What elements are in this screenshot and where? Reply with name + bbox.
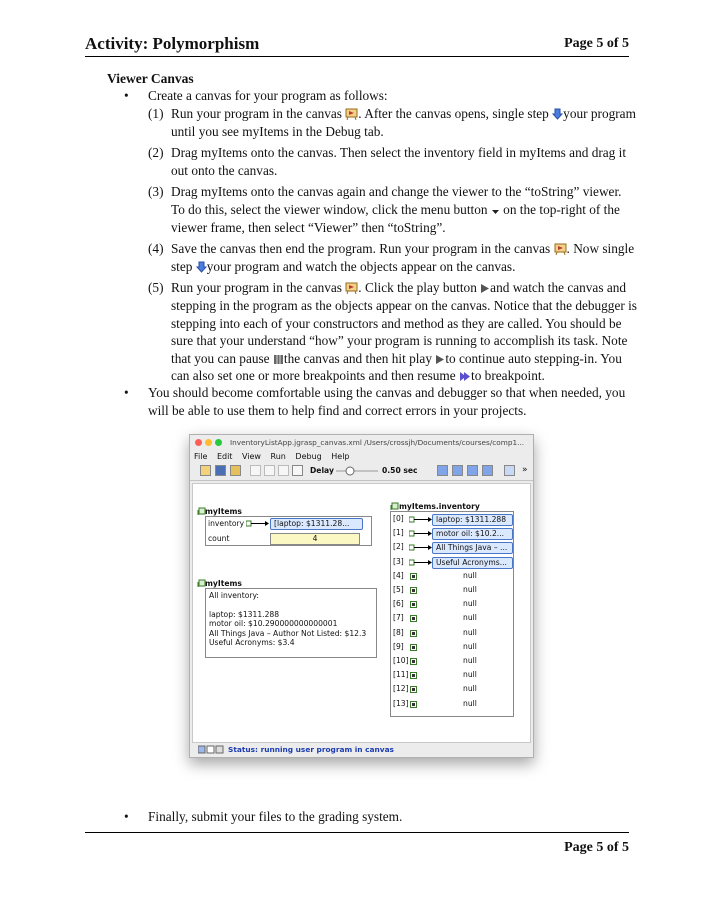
page-number: Page 5 of 5 [564,36,629,51]
step-out-icon[interactable] [467,465,478,476]
inventory-array-title[interactable]: myItems.inventory [399,502,480,511]
step-1: (1) Run your program in the canvas . After the canvas opens, single step your program until you see myItems in the Debug tab. [148,106,636,139]
menu-view[interactable]: View [241,452,261,461]
array-index: [11] [393,670,409,680]
reference-arrow-icon [409,543,433,553]
reference-arrow-icon [409,558,433,568]
myitems-viewer-title[interactable]: myItems [205,507,242,516]
step-over-icon[interactable] [452,465,463,476]
pause-icon[interactable] [278,465,289,476]
run-canvas-icon [345,282,358,294]
array-element-ref[interactable]: All Things Java – ... [432,542,513,554]
array-index: [13] [393,698,409,708]
canvas-window [189,434,534,758]
open-folder-icon[interactable] [200,465,211,476]
steps-list [148,105,638,389]
null-ref-icon [410,587,418,595]
array-index: [2] [393,542,404,552]
status-icons [198,745,224,754]
viewer-handle-icon[interactable] [197,507,206,516]
null-value: null [463,656,477,665]
resume-icon [459,371,471,382]
inventory-ref-value[interactable]: [laptop: $1311.28... [270,518,363,530]
null-value: null [463,670,477,680]
minimize-window-button[interactable] [205,439,212,446]
menu-help[interactable]: Help [331,452,350,461]
null-value: null [463,627,477,637]
delay-value: 0.50 sec [382,466,418,475]
step-icon[interactable] [482,465,493,476]
play-icon [480,283,490,294]
null-value: null [463,698,477,708]
reference-arrow-icon [409,515,433,525]
field-inventory-label: inventory [208,519,245,528]
doc-title: Activity: Polymorphism [85,34,260,53]
array-index: [3] [393,556,404,566]
null-ref-icon [410,644,418,652]
footer-page-number: Page 5 of 5 [564,840,629,855]
step-2: (2) Drag myItems onto the canvas. Then select the inventory field in myItems and drag it out onto the canvas. [148,145,627,178]
menu-edit[interactable]: Edit [216,452,233,461]
null-ref-icon [410,630,418,638]
array-index: [1] [393,528,404,538]
menu-debug[interactable]: Debug [295,452,322,461]
null-value: null [463,641,477,651]
pause-icon [273,354,284,365]
save-icon[interactable] [215,465,226,476]
run-canvas-icon[interactable] [230,465,241,476]
page-footer [85,832,629,855]
array-index: [6] [393,599,404,609]
menu-file[interactable]: File [194,452,208,461]
page-header [85,34,629,57]
window-title: InventoryListApp.jgrasp_canvas.xml /Users/crossjh/Documents/courses/comp1... [230,438,525,447]
menu-bar [190,450,533,463]
run-canvas-icon [554,243,567,255]
array-element-ref[interactable]: laptop: $1311.288 [432,514,513,526]
menu-caret-icon [491,208,500,216]
bullet-submit: • Finally, submit your files to the grading system. [124,809,403,824]
null-ref-icon [410,672,418,680]
viewer-handle-icon[interactable] [390,502,399,511]
bullet-comfortable: • You should become comfortable using the canvas and debugger so that when needed, you will be able to use them to help find and correct errors in your projects. [124,385,626,418]
step-in-icon [196,261,207,273]
play-icon[interactable] [264,465,275,476]
menu-run[interactable]: Run [270,452,286,461]
array-element-ref[interactable]: motor oil: $10.2... [432,528,513,540]
null-ref-icon [410,615,418,623]
array-index: [8] [393,627,404,637]
null-value: null [463,684,477,694]
status-text: Status: running user program in canvas [228,745,394,754]
count-value: 4 [270,533,360,545]
null-ref-icon [410,658,418,666]
status-bar [192,744,529,755]
field-count-label: count [208,534,230,543]
section-title: Viewer Canvas [107,71,194,86]
null-ref-icon [410,686,418,694]
null-ref-icon [410,573,418,581]
array-index: [9] [393,641,404,651]
array-index: [10] [393,656,409,665]
array-index: [7] [393,613,404,623]
more-chevron-icon[interactable]: » [522,465,528,475]
array-index: [12] [393,684,409,694]
null-value: null [463,613,477,623]
array-index: [0] [393,514,404,523]
tostring-viewer: All inventory: laptop: $1311.288 motor oil: $10.290000000000001 All Things Java – Author Not Listed: $12.3 Useful Acronyms: $3.4 [205,588,377,658]
null-ref-icon [410,701,418,709]
run-canvas-icon [345,108,358,120]
window-titlebar [190,435,533,450]
play-icon [435,354,445,365]
array-element-ref[interactable]: Useful Acronyms... [432,557,513,569]
step-in-icon [552,108,563,120]
null-ref-icon [410,601,418,609]
step-3: (3) Drag myItems onto the canvas again and change the viewer to the “toString” viewer. To do this, select the viewer window, click the menu button on the top-right of the viewer frame, then select “Viewer” then “toString”. [148,184,622,235]
bullet-create-canvas: • Create a canvas for your program as follows: [124,88,388,103]
maximize-window-button[interactable] [215,439,222,446]
null-value: null [463,570,477,580]
delay-label: Delay [310,466,334,475]
null-value: null [463,599,477,609]
null-value: null [463,585,477,594]
reference-arrow-icon [409,529,433,539]
canvas-icon[interactable] [250,465,261,476]
panel-icon[interactable] [504,465,515,476]
step-in-icon[interactable] [437,465,448,476]
toolbar [190,463,533,481]
step-4: (4) Save the canvas then end the program. Run your program in the canvas . Now single step your program and watch the objects appear on the canvas. [148,241,635,274]
array-index: [5] [393,585,404,594]
delay-slider[interactable] [336,466,378,476]
close-window-button[interactable] [195,439,202,446]
step-5: (5) Run your program in the canvas . Click the play button and watch the canvas and stepping in the program as the objects appear on the canvas. Notice that the debugger is stepping into each of your constructors and method as they are called. You should be sure that your understand “how” your program is running to accomplish its task. Note that you can pause the canvas and then hit play to continue auto stepping-in. You can also set one or more breakpoints and then resume to breakpoint. [148,280,637,384]
myitems-tostring-title[interactable]: myItems [205,579,242,588]
viewer-canvas[interactable] [192,483,531,743]
array-index: [4] [393,570,404,580]
reference-arrow-icon [246,519,270,529]
stop-icon[interactable] [292,465,303,476]
